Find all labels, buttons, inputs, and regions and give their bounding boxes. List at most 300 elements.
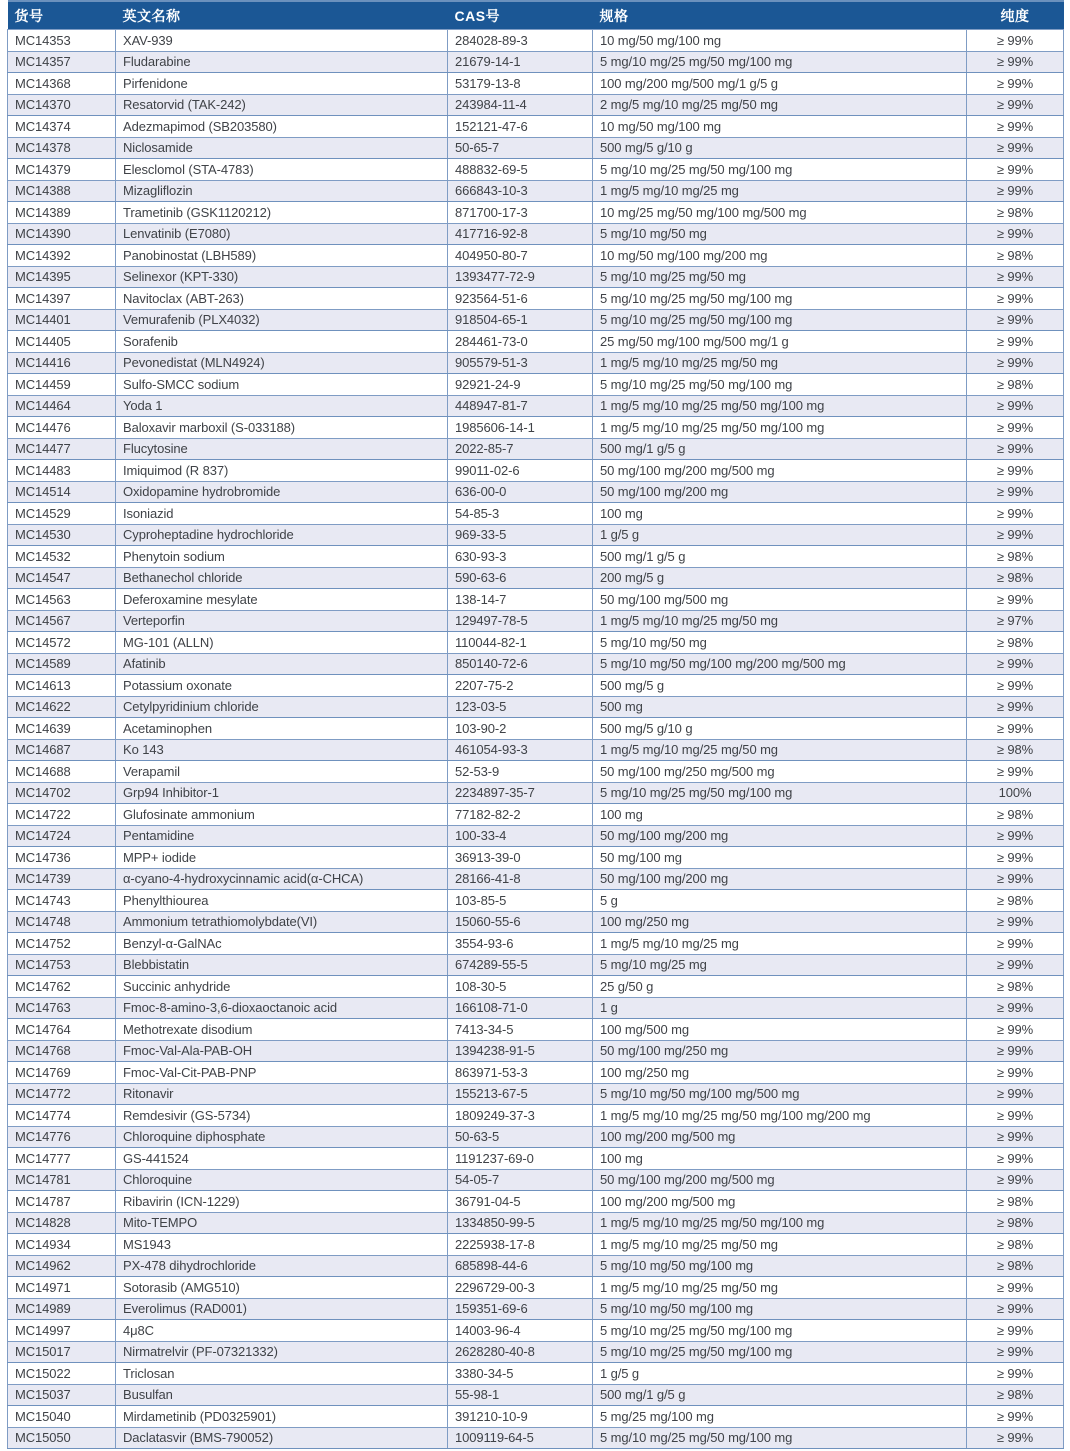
cell-spec: 100 mg: [593, 1148, 967, 1170]
table-row: [8, 890, 1064, 912]
column-header-purity: 纯度: [1000, 7, 1030, 24]
cell-code: MC14379: [8, 159, 116, 181]
cell-purity: ≥ 99%: [967, 331, 1064, 353]
cell-purity: ≥ 99%: [967, 180, 1064, 202]
cell-name: XAV-939: [116, 30, 448, 52]
cell-cas: 666843-10-3: [448, 180, 593, 202]
cell-cas: 2022-85-7: [448, 438, 593, 460]
cell-code: MC14397: [8, 288, 116, 310]
cell-code: MC14736: [8, 847, 116, 869]
cell-cas: 674289-55-5: [448, 954, 593, 976]
table-row: [8, 911, 1064, 933]
cell-name: Pevonedistat (MLN4924): [116, 352, 448, 374]
cell-name: Sotorasib (AMG510): [116, 1277, 448, 1299]
cell-name: Elesclomol (STA-4783): [116, 159, 448, 181]
cell-cas: 243984-11-4: [448, 94, 593, 116]
column-header-code: 货号: [14, 7, 44, 24]
cell-cas: 1334850-99-5: [448, 1212, 593, 1234]
cell-cas: 461054-93-3: [448, 739, 593, 761]
column-header-name: 英文名称: [122, 7, 181, 24]
cell-purity: ≥ 98%: [967, 374, 1064, 396]
cell-code: MC14532: [8, 546, 116, 568]
cell-cas: 108-30-5: [448, 976, 593, 998]
cell-code: MC14368: [8, 73, 116, 95]
cell-name: Pentamidine: [116, 825, 448, 847]
cell-name: MPP+ iodide: [116, 847, 448, 869]
cell-cas: 630-93-3: [448, 546, 593, 568]
cell-cas: 129497-78-5: [448, 610, 593, 632]
cell-purity: ≥ 99%: [967, 352, 1064, 374]
cell-cas: 123-03-5: [448, 696, 593, 718]
table-row: [8, 739, 1064, 761]
cell-spec: 1 g/5 g: [593, 524, 967, 546]
cell-code: MC14476: [8, 417, 116, 439]
table-row: [8, 1255, 1064, 1277]
cell-code: MC15022: [8, 1363, 116, 1385]
cell-purity: ≥ 99%: [967, 1105, 1064, 1127]
cell-cas: 103-85-5: [448, 890, 593, 912]
cell-purity: ≥ 99%: [967, 868, 1064, 890]
cell-name: Verapamil: [116, 761, 448, 783]
cell-purity: ≥ 99%: [967, 1298, 1064, 1320]
cell-cas: 448947-81-7: [448, 395, 593, 417]
cell-spec: 100 mg/200 mg/500 mg: [593, 1126, 967, 1148]
cell-code: MC14828: [8, 1212, 116, 1234]
cell-code: MC14378: [8, 137, 116, 159]
table-row: [8, 825, 1064, 847]
cell-purity: ≥ 99%: [967, 997, 1064, 1019]
cell-code: MC14459: [8, 374, 116, 396]
cell-name: Fmoc-Val-Ala-PAB-OH: [116, 1040, 448, 1062]
cell-name: Fmoc-8-amino-3,6-dioxaoctanoic acid: [116, 997, 448, 1019]
cell-name: Afatinib: [116, 653, 448, 675]
cell-spec: 1 mg/5 mg/10 mg/25 mg: [593, 933, 967, 955]
cell-cas: 14003-96-4: [448, 1320, 593, 1342]
cell-code: MC14724: [8, 825, 116, 847]
cell-code: MC14777: [8, 1148, 116, 1170]
table-row: [8, 1277, 1064, 1299]
cell-cas: 284028-89-3: [448, 30, 593, 52]
table-row: [8, 546, 1064, 568]
cell-cas: 100-33-4: [448, 825, 593, 847]
cell-code: MC14622: [8, 696, 116, 718]
cell-name: α-cyano-4-hydroxycinnamic acid(α-CHCA): [116, 868, 448, 890]
cell-cas: 417716-92-8: [448, 223, 593, 245]
cell-code: MC14357: [8, 51, 116, 73]
cell-name: Vemurafenib (PLX4032): [116, 309, 448, 331]
cell-code: MC14370: [8, 94, 116, 116]
cell-purity: ≥ 98%: [967, 739, 1064, 761]
cell-spec: 1 mg/5 mg/10 mg/25 mg: [593, 180, 967, 202]
cell-purity: ≥ 99%: [967, 503, 1064, 525]
cell-spec: 25 mg/50 mg/100 mg/500 mg/1 g: [593, 331, 967, 353]
cell-purity: ≥ 99%: [967, 30, 1064, 52]
cell-name: 4μ8C: [116, 1320, 448, 1342]
cell-name: Imiquimod (R 837): [116, 460, 448, 482]
table-row: [8, 1169, 1064, 1191]
cell-purity: ≥ 99%: [967, 696, 1064, 718]
cell-cas: 152121-47-6: [448, 116, 593, 138]
cell-cas: 2207-75-2: [448, 675, 593, 697]
cell-spec: 50 mg/100 mg/200 mg: [593, 825, 967, 847]
cell-code: MC14763: [8, 997, 116, 1019]
cell-spec: 10 mg/25 mg/50 mg/100 mg/500 mg: [593, 202, 967, 224]
cell-spec: 5 mg/10 mg/50 mg: [593, 223, 967, 245]
table-row: [8, 782, 1064, 804]
cell-spec: 10 mg/50 mg/100 mg: [593, 30, 967, 52]
cell-spec: 5 mg/10 mg/25 mg/50 mg/100 mg: [593, 288, 967, 310]
header-row: [8, 1, 1064, 30]
table-row: [8, 460, 1064, 482]
cell-purity: ≥ 99%: [967, 288, 1064, 310]
cell-spec: 500 mg/5 g/10 g: [593, 718, 967, 740]
cell-purity: ≥ 98%: [967, 890, 1064, 912]
cell-code: MC14514: [8, 481, 116, 503]
cell-purity: ≥ 98%: [967, 1384, 1064, 1406]
cell-code: MC15037: [8, 1384, 116, 1406]
table-row: [8, 180, 1064, 202]
table-row: [8, 933, 1064, 955]
cell-cas: 138-14-7: [448, 589, 593, 611]
cell-spec: 1 mg/5 mg/10 mg/25 mg/50 mg: [593, 739, 967, 761]
cell-code: MC15040: [8, 1406, 116, 1428]
cell-code: MC14743: [8, 890, 116, 912]
table-row: [8, 976, 1064, 998]
table-row: [8, 395, 1064, 417]
cell-purity: ≥ 98%: [967, 1234, 1064, 1256]
cell-code: MC14688: [8, 761, 116, 783]
cell-spec: 100 mg/200 mg/500 mg/1 g/5 g: [593, 73, 967, 95]
cell-name: Ammonium tetrathiomolybdate(VI): [116, 911, 448, 933]
cell-purity: ≥ 99%: [967, 718, 1064, 740]
cell-purity: ≥ 98%: [967, 1255, 1064, 1277]
cell-spec: 5 mg/10 mg/25 mg/50 mg/100 mg: [593, 782, 967, 804]
cell-name: Baloxavir marboxil (S-033188): [116, 417, 448, 439]
cell-cas: 923564-51-6: [448, 288, 593, 310]
cell-cas: 53179-13-8: [448, 73, 593, 95]
cell-code: MC14483: [8, 460, 116, 482]
cell-cas: 1809249-37-3: [448, 1105, 593, 1127]
cell-code: MC14774: [8, 1105, 116, 1127]
cell-name: Mito-TEMPO: [116, 1212, 448, 1234]
cell-name: Acetaminophen: [116, 718, 448, 740]
cell-spec: 1 mg/5 mg/10 mg/25 mg/50 mg/100 mg: [593, 417, 967, 439]
cell-spec: 2 mg/5 mg/10 mg/25 mg/50 mg: [593, 94, 967, 116]
table-row: [8, 1040, 1064, 1062]
column-header-spec: 规格: [599, 7, 629, 24]
cell-spec: 1 mg/5 mg/10 mg/25 mg/50 mg/100 mg/200 mg: [593, 1105, 967, 1127]
cell-cas: 1191237-69-0: [448, 1148, 593, 1170]
cell-spec: 5 mg/25 mg/100 mg: [593, 1406, 967, 1428]
cell-spec: 500 mg/5 g: [593, 675, 967, 697]
cell-purity: ≥ 99%: [967, 481, 1064, 503]
cell-name: Mizagliflozin: [116, 180, 448, 202]
cell-code: MC14388: [8, 180, 116, 202]
cell-cas: 284461-73-0: [448, 331, 593, 353]
table-row: [8, 245, 1064, 267]
cell-name: Grp94 Inhibitor-1: [116, 782, 448, 804]
product-catalog-table: [7, 0, 1064, 1449]
table-row: [8, 137, 1064, 159]
cell-cas: 52-53-9: [448, 761, 593, 783]
cell-code: MC14392: [8, 245, 116, 267]
cell-name: Lenvatinib (E7080): [116, 223, 448, 245]
table-row: [8, 1341, 1064, 1363]
table-row: [8, 675, 1064, 697]
table-row: [8, 438, 1064, 460]
cell-name: Isoniazid: [116, 503, 448, 525]
cell-purity: ≥ 98%: [967, 245, 1064, 267]
cell-name: Ribavirin (ICN-1229): [116, 1191, 448, 1213]
cell-spec: 5 mg/10 mg/25 mg/50 mg/100 mg: [593, 1341, 967, 1363]
table-row: [8, 73, 1064, 95]
cell-cas: 21679-14-1: [448, 51, 593, 73]
cell-name: Succinic anhydride: [116, 976, 448, 998]
cell-purity: ≥ 99%: [967, 1040, 1064, 1062]
cell-code: MC14776: [8, 1126, 116, 1148]
cell-spec: 1 mg/5 mg/10 mg/25 mg/50 mg: [593, 1234, 967, 1256]
cell-spec: 5 mg/10 mg/50 mg/100 mg/200 mg/500 mg: [593, 653, 967, 675]
cell-code: MC14613: [8, 675, 116, 697]
cell-code: MC14530: [8, 524, 116, 546]
cell-purity: ≥ 99%: [967, 954, 1064, 976]
cell-name: Potassium oxonate: [116, 675, 448, 697]
cell-name: Glufosinate ammonium: [116, 804, 448, 826]
cell-name: Ko 143: [116, 739, 448, 761]
cell-name: Bethanechol chloride: [116, 567, 448, 589]
cell-spec: 25 g/50 g: [593, 976, 967, 998]
table-row: [8, 331, 1064, 353]
cell-cas: 36913-39-0: [448, 847, 593, 869]
cell-cas: 404950-80-7: [448, 245, 593, 267]
cell-name: GS-441524: [116, 1148, 448, 1170]
cell-purity: ≥ 99%: [967, 116, 1064, 138]
cell-purity: ≥ 99%: [967, 1320, 1064, 1342]
cell-purity: ≥ 98%: [967, 632, 1064, 654]
table-row: [8, 116, 1064, 138]
cell-code: MC14639: [8, 718, 116, 740]
cell-name: Flucytosine: [116, 438, 448, 460]
cell-purity: ≥ 99%: [967, 73, 1064, 95]
cell-cas: 2225938-17-8: [448, 1234, 593, 1256]
cell-spec: 100 mg/250 mg: [593, 1062, 967, 1084]
cell-purity: ≥ 98%: [967, 804, 1064, 826]
cell-cas: 99011-02-6: [448, 460, 593, 482]
cell-name: Panobinostat (LBH589): [116, 245, 448, 267]
cell-cas: 50-63-5: [448, 1126, 593, 1148]
cell-cas: 166108-71-0: [448, 997, 593, 1019]
cell-cas: 1393477-72-9: [448, 266, 593, 288]
cell-name: MG-101 (ALLN): [116, 632, 448, 654]
cell-code: MC14464: [8, 395, 116, 417]
cell-cas: 2628280-40-8: [448, 1341, 593, 1363]
cell-code: MC14395: [8, 266, 116, 288]
cell-purity: ≥ 99%: [967, 1148, 1064, 1170]
cell-purity: ≥ 99%: [967, 675, 1064, 697]
cell-code: MC14997: [8, 1320, 116, 1342]
cell-cas: 54-85-3: [448, 503, 593, 525]
cell-code: MC14781: [8, 1169, 116, 1191]
cell-name: Ritonavir: [116, 1083, 448, 1105]
cell-cas: 590-63-6: [448, 567, 593, 589]
table-row: [8, 1427, 1064, 1449]
cell-code: MC14934: [8, 1234, 116, 1256]
cell-purity: ≥ 99%: [967, 94, 1064, 116]
cell-purity: ≥ 99%: [967, 460, 1064, 482]
cell-name: Everolimus (RAD001): [116, 1298, 448, 1320]
cell-name: Resatorvid (TAK-242): [116, 94, 448, 116]
cell-cas: 1985606-14-1: [448, 417, 593, 439]
cell-cas: 2234897-35-7: [448, 782, 593, 804]
cell-name: Navitoclax (ABT-263): [116, 288, 448, 310]
cell-name: Chloroquine diphosphate: [116, 1126, 448, 1148]
cell-name: Sulfo-SMCC sodium: [116, 374, 448, 396]
table-row: [8, 1191, 1064, 1213]
cell-cas: 1394238-91-5: [448, 1040, 593, 1062]
cell-cas: 871700-17-3: [448, 202, 593, 224]
cell-cas: 685898-44-6: [448, 1255, 593, 1277]
table-row: [8, 632, 1064, 654]
cell-name: Phenylthiourea: [116, 890, 448, 912]
cell-cas: 28166-41-8: [448, 868, 593, 890]
cell-name: Mirdametinib (PD0325901): [116, 1406, 448, 1428]
cell-code: MC14563: [8, 589, 116, 611]
cell-spec: 50 mg/100 mg/200 mg: [593, 481, 967, 503]
cell-purity: 100%: [967, 782, 1064, 804]
cell-spec: 100 mg/500 mg: [593, 1019, 967, 1041]
cell-code: MC14753: [8, 954, 116, 976]
table-row: [8, 696, 1064, 718]
cell-code: MC14353: [8, 30, 116, 52]
cell-purity: ≥ 99%: [967, 1277, 1064, 1299]
cell-spec: 1 mg/5 mg/10 mg/25 mg/50 mg: [593, 610, 967, 632]
cell-spec: 50 mg/100 mg: [593, 847, 967, 869]
table-row: [8, 288, 1064, 310]
cell-cas: 863971-53-3: [448, 1062, 593, 1084]
cell-code: MC14374: [8, 116, 116, 138]
cell-name: PX-478 dihydrochloride: [116, 1255, 448, 1277]
cell-name: Oxidopamine hydrobromide: [116, 481, 448, 503]
cell-cas: 54-05-7: [448, 1169, 593, 1191]
cell-name: Busulfan: [116, 1384, 448, 1406]
cell-name: MS1943: [116, 1234, 448, 1256]
table-row: [8, 997, 1064, 1019]
cell-purity: ≥ 99%: [967, 1427, 1064, 1449]
table-row: [8, 567, 1064, 589]
cell-code: MC15050: [8, 1427, 116, 1449]
cell-spec: 500 mg/1 g/5 g: [593, 438, 967, 460]
cell-spec: 50 mg/100 mg/200 mg: [593, 868, 967, 890]
cell-spec: 100 mg: [593, 804, 967, 826]
cell-code: MC14772: [8, 1083, 116, 1105]
cell-code: MC14390: [8, 223, 116, 245]
cell-code: MC14752: [8, 933, 116, 955]
cell-spec: 500 mg: [593, 696, 967, 718]
cell-cas: 15060-55-6: [448, 911, 593, 933]
table-row: [8, 1320, 1064, 1342]
table-row: [8, 589, 1064, 611]
cell-spec: 100 mg: [593, 503, 967, 525]
table-row: [8, 159, 1064, 181]
table-header: [8, 1, 1064, 30]
table-row: [8, 1105, 1064, 1127]
cell-spec: 5 mg/10 mg/25 mg/50 mg/100 mg: [593, 1427, 967, 1449]
cell-cas: 36791-04-5: [448, 1191, 593, 1213]
catalog-page: [7, 0, 1063, 1449]
cell-name: Trametinib (GSK1120212): [116, 202, 448, 224]
cell-name: Adezmapimod (SB203580): [116, 116, 448, 138]
cell-purity: ≥ 99%: [967, 159, 1064, 181]
cell-purity: ≥ 97%: [967, 610, 1064, 632]
table-body: [8, 30, 1064, 1449]
table-row: [8, 761, 1064, 783]
cell-spec: 50 mg/100 mg/500 mg: [593, 589, 967, 611]
cell-spec: 100 mg/250 mg: [593, 911, 967, 933]
cell-spec: 50 mg/100 mg/200 mg/500 mg: [593, 460, 967, 482]
cell-spec: 5 mg/10 mg/25 mg/50 mg/100 mg: [593, 309, 967, 331]
cell-spec: 500 mg/5 g/10 g: [593, 137, 967, 159]
cell-cas: 92921-24-9: [448, 374, 593, 396]
cell-cas: 159351-69-6: [448, 1298, 593, 1320]
table-row: [8, 1363, 1064, 1385]
table-row: [8, 1234, 1064, 1256]
cell-code: MC14401: [8, 309, 116, 331]
cell-code: MC15017: [8, 1341, 116, 1363]
table-row: [8, 94, 1064, 116]
cell-purity: ≥ 98%: [967, 202, 1064, 224]
cell-code: MC14769: [8, 1062, 116, 1084]
table-row: [8, 610, 1064, 632]
cell-name: Fludarabine: [116, 51, 448, 73]
table-row: [8, 524, 1064, 546]
cell-name: Sorafenib: [116, 331, 448, 353]
table-row: [8, 202, 1064, 224]
cell-code: MC14405: [8, 331, 116, 353]
table-row: [8, 374, 1064, 396]
cell-code: MC14762: [8, 976, 116, 998]
cell-code: MC14687: [8, 739, 116, 761]
cell-code: MC14748: [8, 911, 116, 933]
cell-purity: ≥ 99%: [967, 847, 1064, 869]
cell-purity: ≥ 99%: [967, 1341, 1064, 1363]
cell-name: Methotrexate disodium: [116, 1019, 448, 1041]
cell-cas: 50-65-7: [448, 137, 593, 159]
table-row: [8, 1083, 1064, 1105]
cell-cas: 391210-10-9: [448, 1406, 593, 1428]
table-row: [8, 1384, 1064, 1406]
cell-spec: 50 mg/100 mg/250 mg: [593, 1040, 967, 1062]
cell-spec: 5 mg/10 mg/50 mg/100 mg: [593, 1255, 967, 1277]
cell-code: MC14529: [8, 503, 116, 525]
cell-code: MC14739: [8, 868, 116, 890]
cell-spec: 5 mg/10 mg/50 mg: [593, 632, 967, 654]
cell-cas: 2296729-00-3: [448, 1277, 593, 1299]
cell-cas: 7413-34-5: [448, 1019, 593, 1041]
cell-cas: 103-90-2: [448, 718, 593, 740]
cell-purity: ≥ 99%: [967, 589, 1064, 611]
cell-spec: 5 mg/10 mg/25 mg: [593, 954, 967, 976]
cell-code: MC14567: [8, 610, 116, 632]
cell-name: Cetylpyridinium chloride: [116, 696, 448, 718]
cell-purity: ≥ 99%: [967, 911, 1064, 933]
table-row: [8, 417, 1064, 439]
cell-name: Fmoc-Val-Cit-PAB-PNP: [116, 1062, 448, 1084]
cell-cas: 905579-51-3: [448, 352, 593, 374]
cell-spec: 100 mg/200 mg/500 mg: [593, 1191, 967, 1213]
cell-name: Selinexor (KPT-330): [116, 266, 448, 288]
cell-code: MC14971: [8, 1277, 116, 1299]
table-row: [8, 51, 1064, 73]
